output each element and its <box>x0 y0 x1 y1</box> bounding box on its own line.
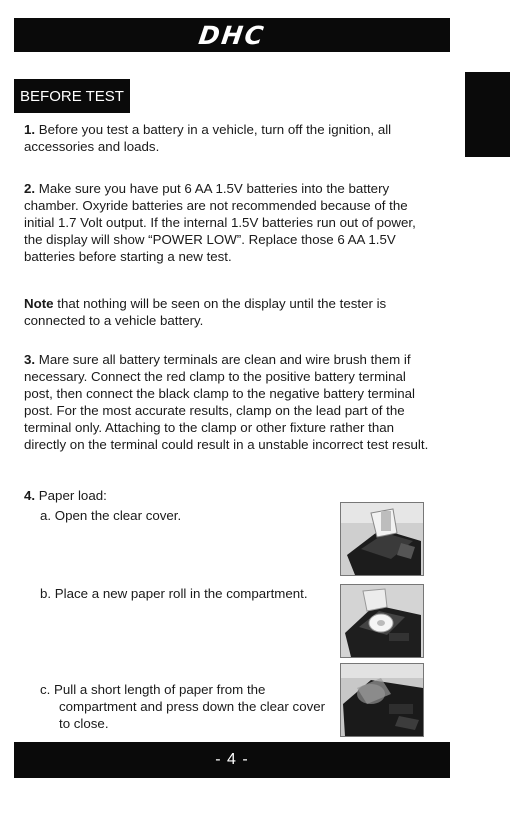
photo-paper-roll <box>340 584 424 658</box>
photo-close-cover <box>340 663 424 737</box>
note-label: Note <box>24 296 54 311</box>
instruction-1: 1. Before you test a battery in a vehicle, turn off the ignition, all accessories and loads. <box>24 122 392 154</box>
brand-logo: DHC <box>196 20 268 50</box>
printer-photo-image <box>341 664 423 736</box>
section-label: BEFORE TEST <box>14 79 130 113</box>
substep-a: a. Open the clear cover. <box>40 508 182 523</box>
note-paragraph: Note that nothing will be seen on the display until the tester is connected to a vehicle battery. <box>24 296 387 328</box>
step-number: 4. <box>24 488 36 503</box>
substep-c: c. Pull a short length of paper from the compartment and press down the clear cover to close. <box>40 682 326 731</box>
instruction-2: 2. Make sure you have put 6 AA 1.5V batteries into the battery chamber. Oxyride batteries are not recommended because of the initial 1.7 Volt output. If the internal 1.5V batteries run out of power, the display will show “POWER LOW”. Replace those 6 AA 1.5V batteries before starting a new test. <box>24 181 416 264</box>
footer-bar <box>14 742 450 778</box>
side-index-tab <box>465 72 510 157</box>
step-number: 1. <box>24 122 36 137</box>
step-number: 3. <box>24 352 36 367</box>
step-number: 2. <box>24 181 36 196</box>
printer-photo-image <box>341 503 423 575</box>
photo-open-cover <box>340 502 424 576</box>
instruction-4: 4. Paper load: <box>24 488 107 503</box>
header-bar <box>14 18 450 52</box>
printer-photo-image <box>341 585 423 657</box>
page-number: - 4 - <box>215 751 249 768</box>
instruction-3: 3. Mare sure all battery terminals are clean and wire brush them if necessary. Connect the red clamp to the positive battery terminal post, then connect the black clamp to the negative battery terminal post. For the most accurate results, clamp on the lead part of the terminal only. Attaching to the clamp or other fixture rather than directly on the terminal could result in a unstable incorrect test result. <box>24 352 429 452</box>
substep-b: b. Place a new paper roll in the compartment. <box>40 586 308 601</box>
